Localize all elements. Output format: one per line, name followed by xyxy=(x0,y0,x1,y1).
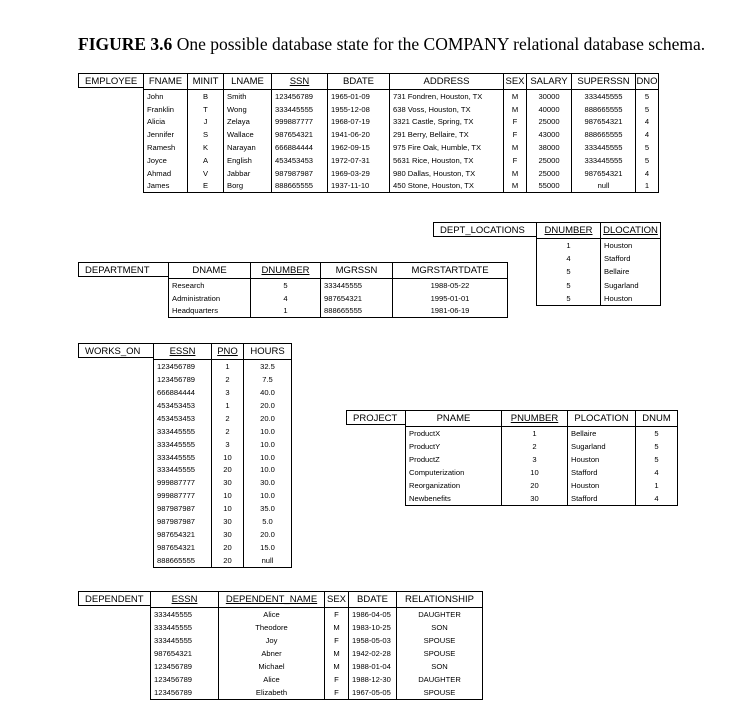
cell-dependent-name: Joy xyxy=(219,634,325,647)
cell-dlocation: Houston xyxy=(601,239,661,253)
cell-essn: 333445555 xyxy=(151,634,219,647)
table-row xyxy=(154,451,292,464)
cell-plocation: Houston xyxy=(568,479,636,492)
cell-essn: 333445555 xyxy=(151,608,219,622)
employee-name-label: EMPLOYEE xyxy=(78,73,144,88)
table-row xyxy=(154,373,292,386)
cell-sex: M xyxy=(504,180,527,193)
works-on-table xyxy=(153,343,292,568)
cell-fname: Ahmad xyxy=(144,167,188,180)
works-on-name-label: WORKS_ON xyxy=(78,343,154,358)
department-name-label: DEPARTMENT xyxy=(78,262,169,277)
cell-mgrssn: 333445555 xyxy=(321,279,393,292)
cell-essn: 666884444 xyxy=(154,386,212,399)
cell-essn: 333445555 xyxy=(154,425,212,438)
cell-essn: 453453453 xyxy=(154,399,212,412)
table-row xyxy=(154,554,292,567)
table-row xyxy=(537,292,661,306)
cell-lname: Borg xyxy=(224,180,272,193)
cell-superssn: 987654321 xyxy=(572,167,636,180)
cell-superssn: 987654321 xyxy=(572,116,636,129)
cell-ssn: 999887777 xyxy=(272,116,328,129)
cell-hours: 15.0 xyxy=(244,541,292,554)
cell-hours: 10.0 xyxy=(244,464,292,477)
cell-pnumber: 20 xyxy=(502,479,568,492)
table-row xyxy=(154,476,292,489)
column-header-mgrssn: MGRSSN xyxy=(321,263,393,279)
cell-plocation: Sugarland xyxy=(568,440,636,453)
table-row xyxy=(151,608,483,622)
cell-ssn: 453453453 xyxy=(272,154,328,167)
cell-pnumber: 30 xyxy=(502,492,568,505)
cell-hours: 7.5 xyxy=(244,373,292,386)
cell-sex: F xyxy=(325,634,349,647)
column-header-dlocation: DLOCATION xyxy=(601,223,661,239)
cell-ssn: 333445555 xyxy=(272,103,328,116)
cell-pno: 30 xyxy=(212,476,244,489)
cell-dno: 5 xyxy=(636,103,659,116)
cell-minit: T xyxy=(188,103,224,116)
cell-plocation: Bellaire xyxy=(568,427,636,440)
cell-bdate: 1965-01-09 xyxy=(328,90,390,103)
table-row xyxy=(151,634,483,647)
table-row xyxy=(151,621,483,634)
cell-dependent-name: Alice xyxy=(219,673,325,686)
cell-bdate: 1941-06-20 xyxy=(328,128,390,141)
cell-essn: 987654321 xyxy=(154,528,212,541)
table-row xyxy=(144,141,659,154)
cell-dno: 5 xyxy=(636,154,659,167)
cell-address: 638 Voss, Houston, TX xyxy=(390,103,504,116)
column-header-dname: DNAME xyxy=(169,263,251,279)
cell-dlocation: Bellaire xyxy=(601,265,661,278)
cell-pname: ProductX xyxy=(406,427,502,440)
cell-pnumber: 2 xyxy=(502,440,568,453)
cell-dno: 4 xyxy=(636,116,659,129)
cell-superssn: 888665555 xyxy=(572,103,636,116)
table-row xyxy=(537,239,661,253)
cell-essn: 123456789 xyxy=(154,360,212,373)
cell-address: 291 Berry, Bellaire, TX xyxy=(390,128,504,141)
cell-minit: S xyxy=(188,128,224,141)
cell-hours: 20.0 xyxy=(244,399,292,412)
cell-bdate: 1969-03-29 xyxy=(328,167,390,180)
cell-mgrssn: 888665555 xyxy=(321,305,393,318)
column-header-dnumber: DNUMBER xyxy=(537,223,601,239)
cell-dnum: 4 xyxy=(636,466,678,479)
cell-ssn: 888665555 xyxy=(272,180,328,193)
cell-ssn: 666884444 xyxy=(272,141,328,154)
cell-plocation: Stafford xyxy=(568,466,636,479)
table-row xyxy=(537,265,661,278)
cell-superssn: 333445555 xyxy=(572,154,636,167)
table-row xyxy=(154,528,292,541)
table-row xyxy=(144,167,659,180)
cell-relationship: DAUGHTER xyxy=(397,673,483,686)
cell-address: 980 Dallas, Houston, TX xyxy=(390,167,504,180)
dependent-table xyxy=(150,591,483,700)
cell-sex: F xyxy=(504,128,527,141)
column-header-essn: ESSN xyxy=(151,592,219,608)
table-row xyxy=(154,502,292,515)
column-header-salary: SALARY xyxy=(527,74,572,90)
cell-salary: 30000 xyxy=(527,90,572,103)
column-header-dno: DNO xyxy=(636,74,659,90)
cell-address: 3321 Castle, Spring, TX xyxy=(390,116,504,129)
cell-essn: 333445555 xyxy=(151,621,219,634)
table-row xyxy=(144,90,659,103)
cell-pno: 20 xyxy=(212,554,244,567)
cell-bdate: 1942-02-28 xyxy=(349,647,397,660)
cell-essn: 888665555 xyxy=(154,554,212,567)
column-header-minit: MINIT xyxy=(188,74,224,90)
cell-minit: E xyxy=(188,180,224,193)
cell-lname: Wong xyxy=(224,103,272,116)
cell-sex: F xyxy=(325,686,349,700)
table-row xyxy=(154,489,292,502)
cell-pno: 10 xyxy=(212,489,244,502)
cell-pno: 1 xyxy=(212,360,244,373)
cell-pname: Computerization xyxy=(406,466,502,479)
cell-fname: Jennifer xyxy=(144,128,188,141)
cell-superssn: null xyxy=(572,180,636,193)
cell-bdate: 1968-07-19 xyxy=(328,116,390,129)
cell-mgrstartdate: 1995-01-01 xyxy=(393,292,508,305)
department-table xyxy=(168,262,508,318)
cell-sex: F xyxy=(325,608,349,622)
table-row xyxy=(154,412,292,425)
figure-caption xyxy=(78,34,705,55)
column-header-plocation: PLOCATION xyxy=(568,411,636,427)
cell-essn: 333445555 xyxy=(154,464,212,477)
cell-bdate: 1955-12-08 xyxy=(328,103,390,116)
table-row xyxy=(406,466,678,479)
table-row xyxy=(144,103,659,116)
cell-dname: Headquarters xyxy=(169,305,251,318)
cell-fname: Ramesh xyxy=(144,141,188,154)
column-header-lname: LNAME xyxy=(224,74,272,90)
cell-mgrssn: 987654321 xyxy=(321,292,393,305)
figure-caption-text: One possible database state for the COMPANY relational database schema. xyxy=(176,34,706,54)
cell-pno: 20 xyxy=(212,464,244,477)
table-row xyxy=(151,686,483,700)
cell-pno: 2 xyxy=(212,373,244,386)
cell-salary: 25000 xyxy=(527,154,572,167)
cell-sex: F xyxy=(504,154,527,167)
cell-dlocation: Sugarland xyxy=(601,279,661,292)
cell-pname: ProductY xyxy=(406,440,502,453)
cell-essn: 123456789 xyxy=(151,686,219,700)
cell-salary: 43000 xyxy=(527,128,572,141)
cell-pno: 10 xyxy=(212,451,244,464)
cell-hours: 10.0 xyxy=(244,489,292,502)
cell-hours: 35.0 xyxy=(244,502,292,515)
cell-pname: Reorganization xyxy=(406,479,502,492)
cell-sex: M xyxy=(504,103,527,116)
cell-address: 731 Fondren, Houston, TX xyxy=(390,90,504,103)
cell-dlocation: Houston xyxy=(601,292,661,306)
column-header-superssn: SUPERSSN xyxy=(572,74,636,90)
cell-bdate: 1983-10-25 xyxy=(349,621,397,634)
cell-essn: 987654321 xyxy=(154,541,212,554)
cell-superssn: 333445555 xyxy=(572,90,636,103)
cell-ssn: 987654321 xyxy=(272,128,328,141)
cell-relationship: DAUGHTER xyxy=(397,608,483,622)
cell-fname: James xyxy=(144,180,188,193)
cell-hours: 5.0 xyxy=(244,515,292,528)
cell-pno: 1 xyxy=(212,399,244,412)
cell-superssn: 333445555 xyxy=(572,141,636,154)
cell-pno: 10 xyxy=(212,502,244,515)
table-row xyxy=(154,464,292,477)
cell-dnum: 1 xyxy=(636,479,678,492)
table-row xyxy=(406,479,678,492)
cell-dname: Research xyxy=(169,279,251,292)
cell-dnumber: 5 xyxy=(251,279,321,292)
cell-ssn: 123456789 xyxy=(272,90,328,103)
cell-hours: 10.0 xyxy=(244,425,292,438)
cell-dname: Administration xyxy=(169,292,251,305)
figure-label: FIGURE 3.6 xyxy=(78,34,173,54)
column-header-dnumber: DNUMBER xyxy=(251,263,321,279)
cell-dnumber: 5 xyxy=(537,279,601,292)
cell-dno: 4 xyxy=(636,128,659,141)
employee-table xyxy=(143,73,659,193)
cell-bdate: 1967-05-05 xyxy=(349,686,397,700)
cell-dnumber: 4 xyxy=(537,252,601,265)
cell-essn: 453453453 xyxy=(154,412,212,425)
table-row xyxy=(144,128,659,141)
dept-locations-name-label: DEPT_LOCATIONS xyxy=(433,222,537,237)
cell-sex: M xyxy=(325,621,349,634)
cell-pno: 30 xyxy=(212,515,244,528)
cell-fname: Franklin xyxy=(144,103,188,116)
cell-sex: F xyxy=(325,673,349,686)
cell-superssn: 888665555 xyxy=(572,128,636,141)
cell-relationship: SON xyxy=(397,621,483,634)
cell-address: 450 Stone, Houston, TX xyxy=(390,180,504,193)
cell-relationship: SPOUSE xyxy=(397,686,483,700)
cell-hours: 20.0 xyxy=(244,528,292,541)
cell-lname: Jabbar xyxy=(224,167,272,180)
cell-essn: 333445555 xyxy=(154,451,212,464)
table-row xyxy=(154,541,292,554)
cell-bdate: 1988-01-04 xyxy=(349,660,397,673)
column-header-sex: SEX xyxy=(504,74,527,90)
cell-bdate: 1988-12-30 xyxy=(349,673,397,686)
table-row xyxy=(144,180,659,193)
cell-sex: M xyxy=(504,90,527,103)
cell-dnumber: 4 xyxy=(251,292,321,305)
cell-pnumber: 10 xyxy=(502,466,568,479)
cell-pno: 30 xyxy=(212,528,244,541)
table-row xyxy=(169,279,508,292)
cell-sex: M xyxy=(504,141,527,154)
table-row xyxy=(537,252,661,265)
cell-dlocation: Stafford xyxy=(601,252,661,265)
cell-pno: 3 xyxy=(212,386,244,399)
table-row xyxy=(406,492,678,505)
dept-locations-table xyxy=(536,222,661,306)
cell-address: 975 Fire Oak, Humble, TX xyxy=(390,141,504,154)
cell-essn: 123456789 xyxy=(154,373,212,386)
cell-hours: 10.0 xyxy=(244,451,292,464)
cell-essn: 999887777 xyxy=(154,476,212,489)
cell-dnumber: 5 xyxy=(537,292,601,306)
cell-essn: 123456789 xyxy=(151,660,219,673)
cell-lname: Smith xyxy=(224,90,272,103)
cell-pno: 2 xyxy=(212,412,244,425)
cell-dnum: 5 xyxy=(636,427,678,440)
cell-fname: Joyce xyxy=(144,154,188,167)
cell-dependent-name: Elizabeth xyxy=(219,686,325,700)
table-row xyxy=(154,360,292,373)
column-header-address: ADDRESS xyxy=(390,74,504,90)
column-header-bdate: BDATE xyxy=(328,74,390,90)
cell-dno: 1 xyxy=(636,180,659,193)
cell-ssn: 987987987 xyxy=(272,167,328,180)
cell-fname: Alicia xyxy=(144,116,188,129)
cell-sex: F xyxy=(504,116,527,129)
cell-essn: 987987987 xyxy=(154,502,212,515)
cell-fname: John xyxy=(144,90,188,103)
project-name-label: PROJECT xyxy=(346,410,406,425)
table-row xyxy=(169,292,508,305)
column-header-sex: SEX xyxy=(325,592,349,608)
column-header-pname: PNAME xyxy=(406,411,502,427)
table-row xyxy=(169,305,508,318)
column-header-dnum: DNUM xyxy=(636,411,678,427)
cell-pno: 20 xyxy=(212,541,244,554)
cell-sex: M xyxy=(504,167,527,180)
cell-lname: English xyxy=(224,154,272,167)
cell-relationship: SPOUSE xyxy=(397,647,483,660)
cell-hours: 32.5 xyxy=(244,360,292,373)
cell-mgrstartdate: 1981-06-19 xyxy=(393,305,508,318)
cell-hours: 30.0 xyxy=(244,476,292,489)
cell-address: 5631 Rice, Houston, TX xyxy=(390,154,504,167)
cell-mgrstartdate: 1988-05-22 xyxy=(393,279,508,292)
cell-relationship: SPOUSE xyxy=(397,634,483,647)
column-header-hours: HOURS xyxy=(244,344,292,360)
column-header-pno: PNO xyxy=(212,344,244,360)
table-row xyxy=(151,673,483,686)
cell-pname: ProductZ xyxy=(406,453,502,466)
table-row xyxy=(144,116,659,129)
cell-hours: 20.0 xyxy=(244,412,292,425)
column-header-pnumber: PNUMBER xyxy=(502,411,568,427)
cell-dno: 4 xyxy=(636,167,659,180)
cell-dependent-name: Theodore xyxy=(219,621,325,634)
cell-dependent-name: Abner xyxy=(219,647,325,660)
table-row xyxy=(151,647,483,660)
cell-dependent-name: Alice xyxy=(219,608,325,622)
cell-dnum: 4 xyxy=(636,492,678,505)
cell-minit: K xyxy=(188,141,224,154)
table-row xyxy=(144,154,659,167)
cell-relationship: SON xyxy=(397,660,483,673)
cell-hours: null xyxy=(244,554,292,567)
cell-bdate: 1958-05-03 xyxy=(349,634,397,647)
column-header-fname: FNAME xyxy=(144,74,188,90)
table-row xyxy=(154,515,292,528)
cell-essn: 987654321 xyxy=(151,647,219,660)
cell-dependent-name: Michael xyxy=(219,660,325,673)
table-row xyxy=(154,386,292,399)
cell-salary: 38000 xyxy=(527,141,572,154)
cell-plocation: Houston xyxy=(568,453,636,466)
table-row xyxy=(406,453,678,466)
cell-dnumber: 1 xyxy=(537,239,601,253)
column-header-ssn: SSN xyxy=(272,74,328,90)
cell-minit: J xyxy=(188,116,224,129)
column-header-relationship: RELATIONSHIP xyxy=(397,592,483,608)
cell-essn: 123456789 xyxy=(151,673,219,686)
cell-pnumber: 1 xyxy=(502,427,568,440)
table-row xyxy=(151,660,483,673)
cell-dnumber: 5 xyxy=(537,265,601,278)
cell-hours: 10.0 xyxy=(244,438,292,451)
table-row xyxy=(406,440,678,453)
table-row xyxy=(154,399,292,412)
table-row xyxy=(406,427,678,440)
cell-dnum: 5 xyxy=(636,453,678,466)
cell-dnum: 5 xyxy=(636,440,678,453)
cell-pname: Newbenefits xyxy=(406,492,502,505)
cell-sex: M xyxy=(325,660,349,673)
cell-pno: 3 xyxy=(212,438,244,451)
cell-bdate: 1972-07-31 xyxy=(328,154,390,167)
cell-pno: 2 xyxy=(212,425,244,438)
cell-dnumber: 1 xyxy=(251,305,321,318)
column-header-essn: ESSN xyxy=(154,344,212,360)
cell-lname: Zelaya xyxy=(224,116,272,129)
cell-bdate: 1962-09-15 xyxy=(328,141,390,154)
cell-bdate: 1986-04-05 xyxy=(349,608,397,622)
cell-salary: 25000 xyxy=(527,167,572,180)
cell-essn: 333445555 xyxy=(154,438,212,451)
cell-dno: 5 xyxy=(636,90,659,103)
cell-minit: B xyxy=(188,90,224,103)
cell-bdate: 1937-11-10 xyxy=(328,180,390,193)
table-row xyxy=(154,438,292,451)
cell-pnumber: 3 xyxy=(502,453,568,466)
column-header-bdate: BDATE xyxy=(349,592,397,608)
cell-salary: 40000 xyxy=(527,103,572,116)
cell-hours: 40.0 xyxy=(244,386,292,399)
cell-plocation: Stafford xyxy=(568,492,636,505)
cell-lname: Wallace xyxy=(224,128,272,141)
cell-dno: 5 xyxy=(636,141,659,154)
cell-minit: V xyxy=(188,167,224,180)
column-header-mgrstartdate: MGRSTARTDATE xyxy=(393,263,508,279)
column-header-dependent-name: DEPENDENT_NAME xyxy=(219,592,325,608)
table-row xyxy=(537,279,661,292)
project-table xyxy=(405,410,678,506)
dependent-name-label: DEPENDENT xyxy=(78,591,151,606)
cell-salary: 55000 xyxy=(527,180,572,193)
cell-sex: M xyxy=(325,647,349,660)
cell-salary: 25000 xyxy=(527,116,572,129)
cell-essn: 999887777 xyxy=(154,489,212,502)
cell-minit: A xyxy=(188,154,224,167)
cell-lname: Narayan xyxy=(224,141,272,154)
table-row xyxy=(154,425,292,438)
cell-essn: 987987987 xyxy=(154,515,212,528)
